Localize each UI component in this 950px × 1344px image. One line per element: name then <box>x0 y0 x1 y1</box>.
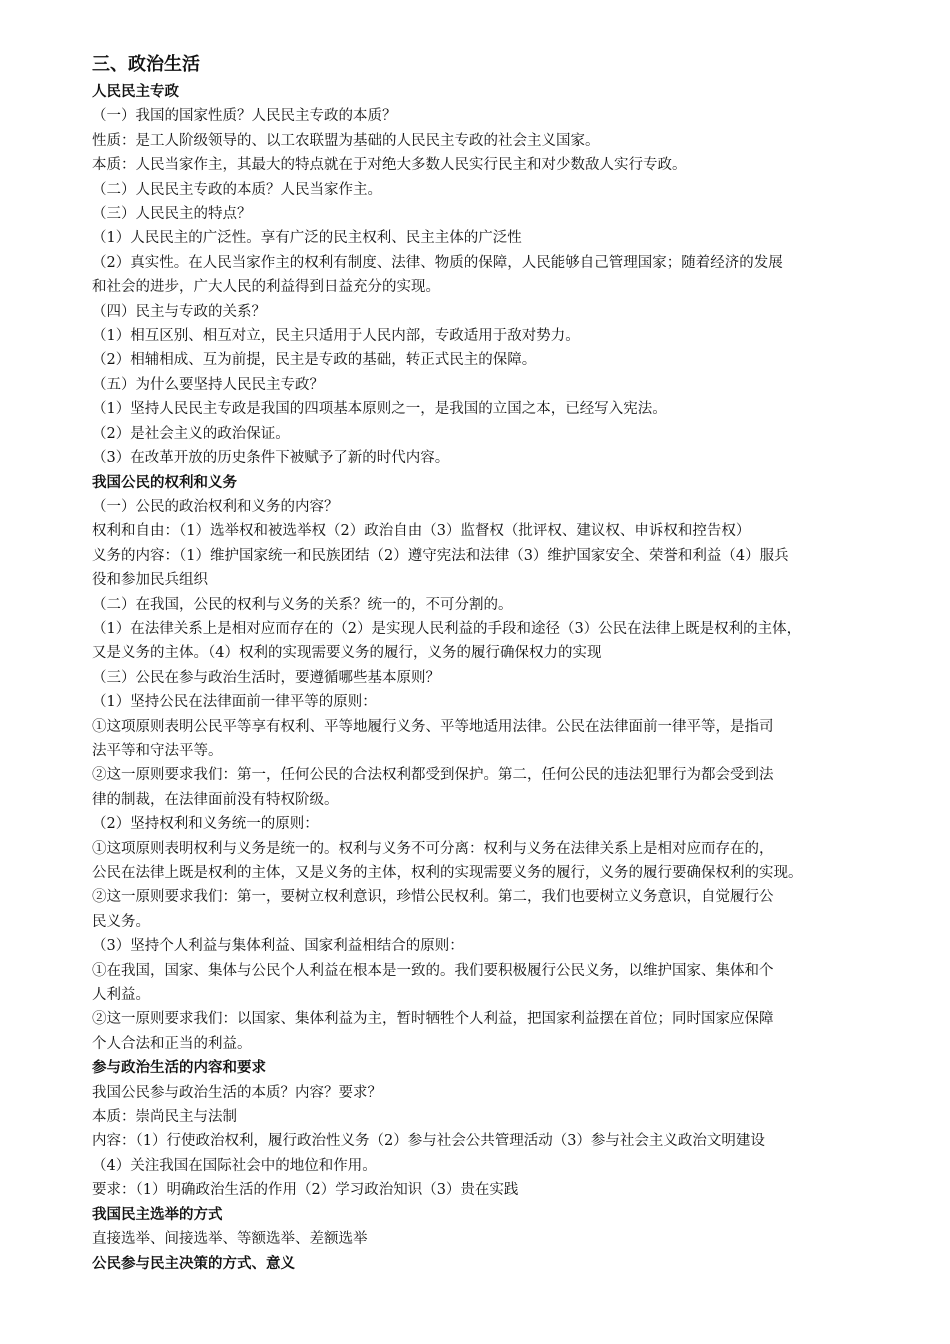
text-line: 本质：崇尚民主与法制 <box>92 1109 237 1126</box>
text-line: （2）坚持权利和义务统一的原则： <box>92 816 319 833</box>
text-line: （2）是社会主义的政治保证。 <box>92 425 290 442</box>
question-line: （三）公民在参与政治生活时，要遵循哪些基本原则？ <box>92 669 440 686</box>
text-line: ①这项原则表明权利与义务是统一的。权利与义务不可分离：权利与义务在法律关系上是相对应而存在的， <box>92 840 774 857</box>
question-line: （一）我国的国家性质？人民民主专政的本质？ <box>92 108 397 125</box>
question-line: （五）为什么要坚持人民民主专政？ <box>92 376 324 393</box>
text-line: 法平等和守法平等。 <box>92 742 223 759</box>
text-line: 律的制裁，在法律面前没有特权阶级。 <box>92 791 339 808</box>
text-line: 权利和自由：（1）选举权和被选举权（2）政治自由（3）监督权（批评权、建议权、申诉权和控告权） <box>92 523 751 540</box>
document-page <box>92 52 882 1276</box>
text-line: 又是义务的主体。（4）权利的实现需要义务的履行，义务的履行确保权力的实现 <box>92 645 602 662</box>
text-line: ①这项原则表明公民平等享有权利、平等地履行义务、平等地适用法律。公民在法律面前一律平等，是指司 <box>92 718 774 735</box>
page-title: 三、政治生活 <box>92 54 200 75</box>
text-line: 直接选举、间接选举、等额选举、差额选举 <box>92 1231 368 1248</box>
section-heading: 参与政治生活的内容和要求 <box>92 1060 266 1077</box>
section-heading: 我国公民的权利和义务 <box>92 474 237 491</box>
text-line: （2）真实性。在人民当家作主的权利有制度、法律、物质的保障，人民能够自己管理国家；随着经济的发展 <box>92 254 783 271</box>
text-line: 公民在法律上既是权利的主体，又是义务的主体，权利的实现需要义务的履行，义务的履行要确保权利的实现。 <box>92 865 803 881</box>
text-line: 役和参加民兵组织 <box>92 572 208 589</box>
question-line: （三）人民民主的特点？ <box>92 206 252 223</box>
text-line: （1）相互区别、相互对立，民主只适用于人民内部，专政适用于敌对势力。 <box>92 328 580 345</box>
text-line: （4）关注我国在国际社会中的地位和作用。 <box>92 1157 377 1174</box>
text-line: 和社会的进步，广大人民的利益得到日益充分的实现。 <box>92 279 440 296</box>
text-line: 民义务。 <box>92 913 150 930</box>
section-heading: 人民民主专政 <box>92 84 179 100</box>
text-line: 本质：人民当家作主，其最大的特点就在于对绝大多数人民实行民主和对少数敌人实行专政。 <box>92 157 687 174</box>
question-line: （一）公民的政治权利和义务的内容？ <box>92 498 339 515</box>
text-line: （1）在法律关系上是相对应而存在的（2）是实现人民利益的手段和途径（3）公民在法律上既是权利的主体， <box>92 620 802 637</box>
text-line: 个人合法和正当的利益。 <box>92 1035 252 1052</box>
question-line: （二）在我国，公民的权利与义务的关系？统一的，不可分割的。 <box>92 596 513 613</box>
question-line: 我国公民参与政治生活的本质？内容？要求？ <box>92 1084 382 1101</box>
text-line: （1）坚持公民在法律面前一律平等的原则： <box>92 694 377 711</box>
text-line: （3）在改革开放的历史条件下被赋予了新的时代内容。 <box>92 450 450 467</box>
text-line: （1）人民民主的广泛性。享有广泛的民主权利、民主主体的广泛性 <box>92 230 522 247</box>
text-line: ②这一原则要求我们：第一，要树立权利意识，珍惜公民权利。第二，我们也要树立义务意识，自觉履行公 <box>92 889 774 906</box>
text-line: 要求：（1）明确政治生活的作用（2）学习政治知识（3）贵在实践 <box>92 1182 519 1199</box>
text-line: （2）相辅相成、互为前提，民主是专政的基础，转正式民主的保障。 <box>92 352 537 369</box>
text-line: （3）坚持个人利益与集体利益、国家利益相结合的原则： <box>92 938 464 955</box>
text-line: （1）坚持人民民主专政是我国的四项基本原则之一，是我国的立国之本，已经写入宪法。 <box>92 401 667 418</box>
text-line: 内容：（1）行使政治权利，履行政治性义务（2）参与社会公共管理活动（3）参与社会主义政治文明建设 <box>92 1133 765 1150</box>
text-line: ②这一原则要求我们：以国家、集体利益为主，暂时牺牲个人利益，把国家利益摆在首位；同时国家应保障 <box>92 1011 774 1028</box>
text-line: 性质：是工人阶级领导的、以工农联盟为基础的人民民主专政的社会主义国家。 <box>92 132 600 149</box>
text-line: ②这一原则要求我们：第一，任何公民的合法权利都受到保护。第二，任何公民的违法犯罪行为都会受到法 <box>92 767 774 784</box>
question-line: （二）人民民主专政的本质？人民当家作主。 <box>92 181 382 198</box>
text-line: 人利益。 <box>92 987 150 1004</box>
question-line: （四）民主与专政的关系？ <box>92 303 266 320</box>
text-line: 义务的内容：（1）维护国家统一和民族团结（2）遵守宪法和法律（3）维护国家安全、荣誉和利益（4）服兵 <box>92 547 789 564</box>
section-heading: 公民参与民主决策的方式、意义 <box>92 1255 295 1272</box>
section-heading: 我国民主选举的方式 <box>92 1206 223 1223</box>
text-line: ①在我国，国家、集体与公民个人利益在根本是一致的。我们要积极履行公民义务，以维护国家、集体和个 <box>92 962 774 979</box>
